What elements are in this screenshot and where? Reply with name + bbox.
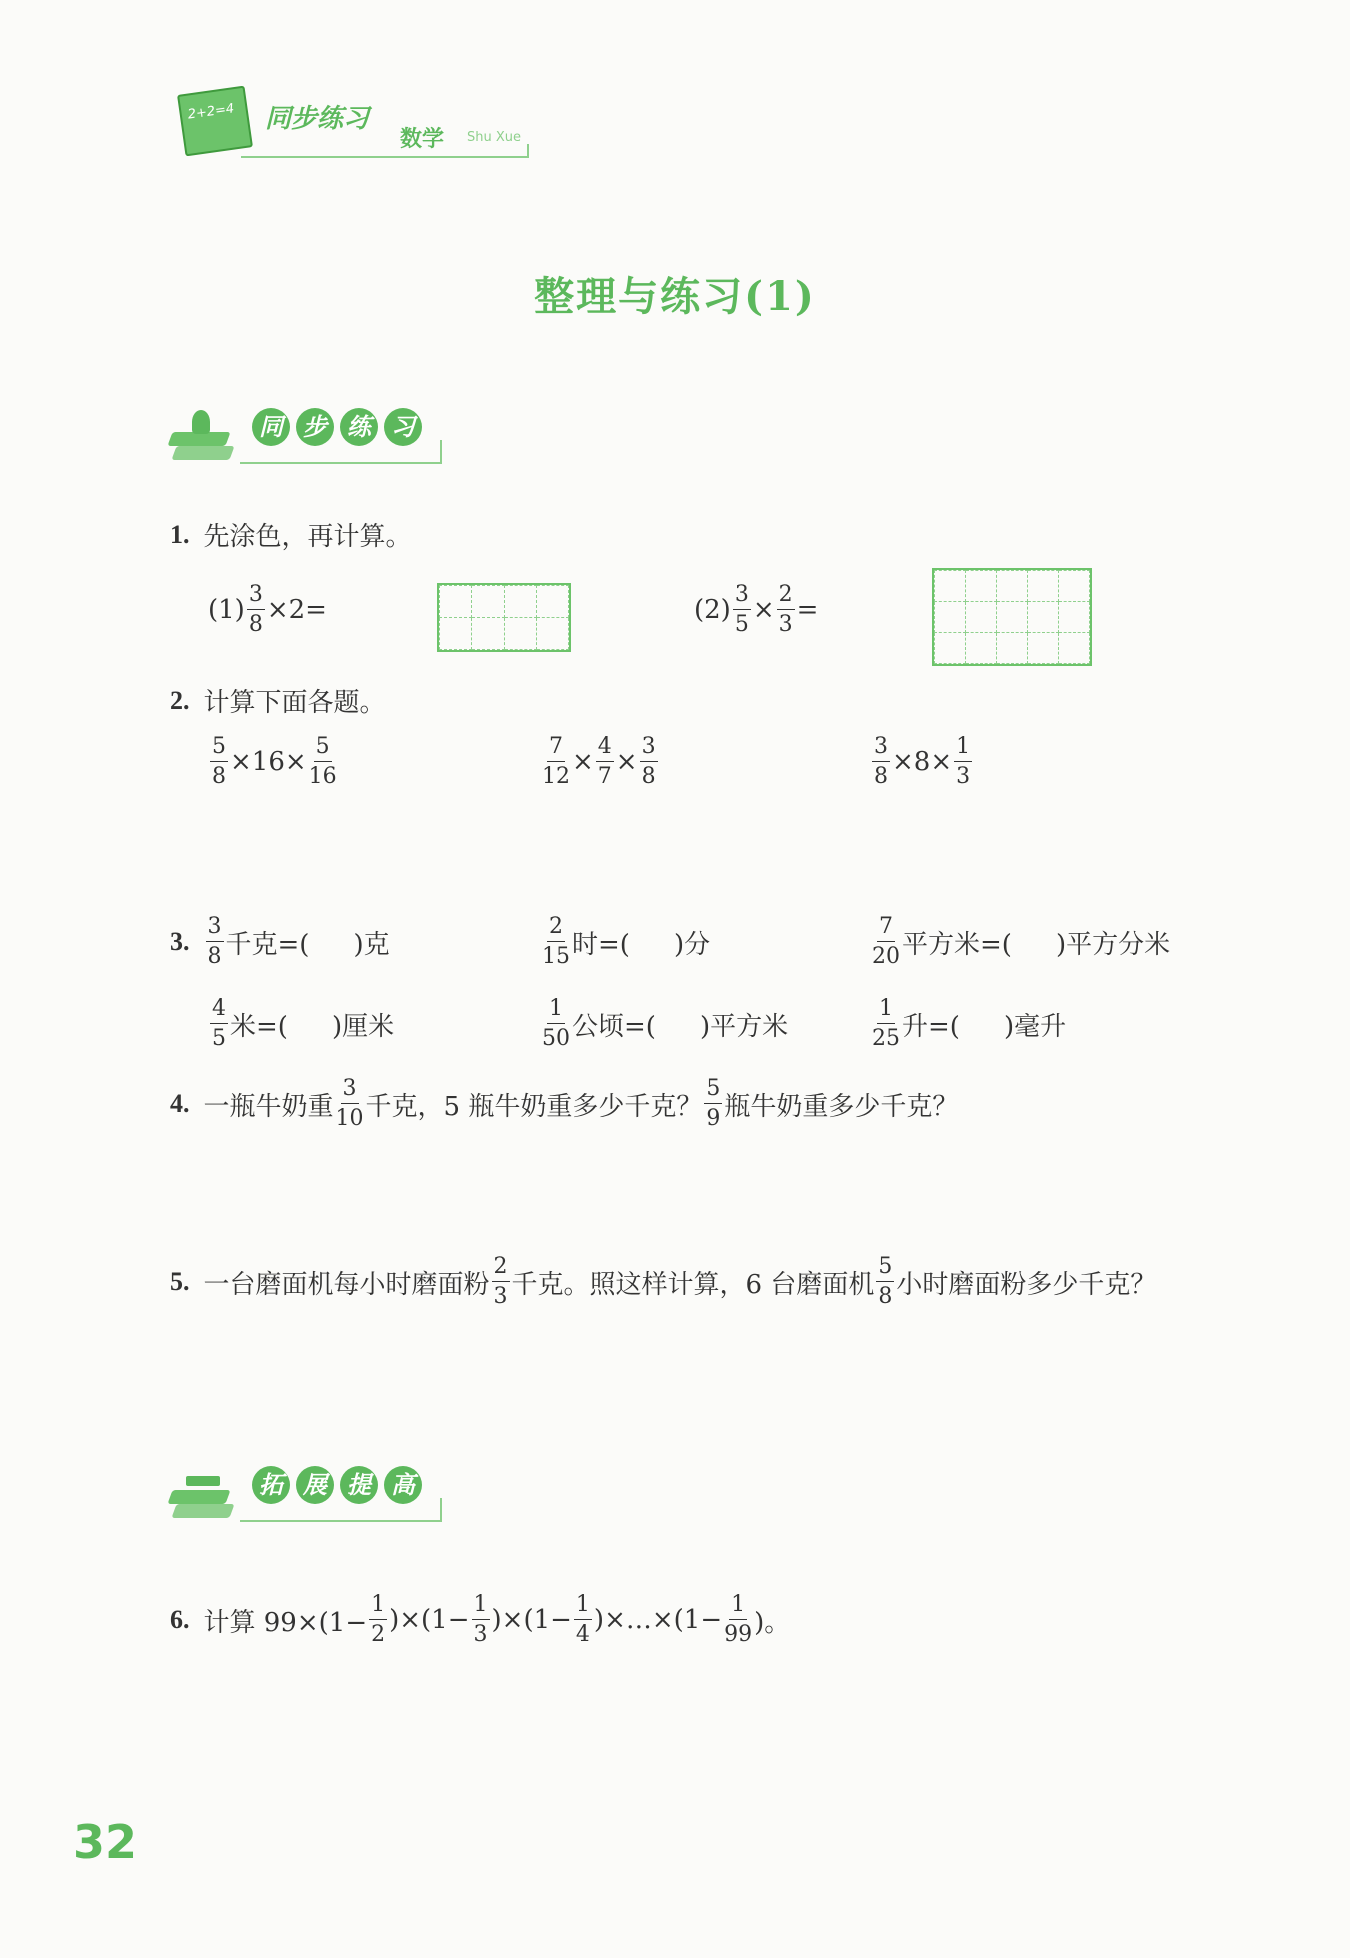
denominator: 8 xyxy=(207,944,222,969)
fraction xyxy=(309,736,337,788)
numerator: 3 xyxy=(341,1078,359,1104)
numerator: 5 xyxy=(314,736,332,762)
expression-text: )厘米 xyxy=(331,1011,395,1042)
fraction xyxy=(777,584,795,636)
denominator: 15 xyxy=(542,944,570,969)
expression-text: ×8× xyxy=(892,747,953,777)
question-number: 1. xyxy=(170,519,190,549)
fraction xyxy=(210,998,228,1050)
question-6 xyxy=(170,1594,790,1646)
denominator: 2 xyxy=(371,1622,386,1647)
fraction xyxy=(542,998,570,1050)
denominator: 3 xyxy=(778,612,793,637)
numerator: 3 xyxy=(733,584,751,610)
operator: × xyxy=(752,595,775,625)
fraction xyxy=(872,998,900,1050)
shading-grid-1[interactable] xyxy=(437,583,571,652)
question-number: 2. xyxy=(170,685,190,715)
section-char: 习 xyxy=(384,408,422,446)
fraction xyxy=(206,916,224,968)
q2-expression-a xyxy=(208,736,339,788)
expression-text: ×16× xyxy=(230,747,307,777)
numerator: 3 xyxy=(640,736,658,762)
expression-text: 一台磨面机每小时磨面粉 xyxy=(203,1269,490,1300)
fraction xyxy=(210,736,228,788)
expression-text: 平方米=( xyxy=(902,929,1012,960)
fraction xyxy=(872,736,890,788)
numerator: 1 xyxy=(369,1594,387,1620)
denominator: 8 xyxy=(248,612,263,637)
part-label: (1) xyxy=(208,595,245,625)
denominator: 5 xyxy=(212,1026,226,1051)
numerator: 2 xyxy=(492,1256,510,1282)
expression-text: 小时磨面粉多少千克？ xyxy=(896,1269,1157,1300)
page-number: 32 xyxy=(73,1815,138,1869)
q3-item-5 xyxy=(540,998,788,1050)
denominator: 25 xyxy=(872,1026,900,1051)
denominator: 3 xyxy=(493,1284,508,1309)
fraction xyxy=(876,1256,894,1308)
question-1 xyxy=(170,516,412,553)
section-header-extension xyxy=(170,1458,470,1530)
operator: = xyxy=(796,595,819,625)
subject-label: 数学 xyxy=(400,127,445,152)
q3-item-2 xyxy=(540,916,710,968)
denominator: 3 xyxy=(473,1622,488,1647)
expression-text: )平方米 xyxy=(699,1011,789,1042)
q1-part2 xyxy=(694,584,818,636)
expression-text: 千克=( xyxy=(225,929,310,960)
fraction xyxy=(336,1078,364,1130)
part-label: (2) xyxy=(694,595,731,625)
section-char: 展 xyxy=(296,1466,334,1504)
question-2 xyxy=(170,682,386,719)
expression-text: )克 xyxy=(353,929,390,960)
fraction xyxy=(542,736,570,788)
numerator: 5 xyxy=(210,736,228,762)
expression-text: )。 xyxy=(754,1607,791,1638)
q2-expression-c xyxy=(870,736,974,788)
question-text: 计算下面各题。 xyxy=(203,688,386,718)
expression-text: )×(1− xyxy=(389,1605,470,1635)
expression-text: 千克。照这样计算，6 台磨面机 xyxy=(511,1269,875,1300)
denominator: 16 xyxy=(308,764,337,789)
expression-text: × xyxy=(615,747,638,777)
numerator: 3 xyxy=(206,916,224,942)
numerator: 5 xyxy=(704,1078,722,1104)
expression-text: 公顷=( xyxy=(572,1011,656,1042)
fraction xyxy=(872,916,900,968)
numerator: 2 xyxy=(547,916,565,942)
fraction xyxy=(596,736,614,788)
fraction xyxy=(247,584,265,636)
fraction xyxy=(542,916,570,968)
denominator: 8 xyxy=(641,764,656,789)
question-4 xyxy=(170,1078,958,1130)
numerator: 1 xyxy=(954,736,972,762)
question-number: 4. xyxy=(170,1089,190,1118)
numerator: 1 xyxy=(729,1594,747,1620)
fraction xyxy=(369,1594,387,1646)
fraction xyxy=(724,1594,752,1646)
q1-part1 xyxy=(208,584,327,636)
fraction xyxy=(574,1594,592,1646)
denominator: 8 xyxy=(212,764,226,789)
numerator: 1 xyxy=(472,1594,490,1620)
numerator: 5 xyxy=(876,1256,894,1282)
fraction xyxy=(704,1078,722,1130)
expression-text: × xyxy=(572,747,594,777)
numerator: 7 xyxy=(877,916,895,942)
q3-item-4 xyxy=(208,998,394,1050)
fraction xyxy=(733,584,751,636)
expression-text: )毫升 xyxy=(1003,1011,1067,1042)
fraction xyxy=(640,736,658,788)
numerator: 2 xyxy=(777,584,795,610)
section-char: 步 xyxy=(296,408,334,446)
books-icon xyxy=(170,410,234,462)
expression-text: 一瓶牛奶重 xyxy=(203,1091,334,1122)
fraction xyxy=(954,736,972,788)
numerator: 1 xyxy=(877,998,895,1024)
question-text: 先涂色，再计算。 xyxy=(203,522,412,552)
denominator: 99 xyxy=(724,1622,753,1647)
numerator: 4 xyxy=(210,998,228,1024)
section-char: 练 xyxy=(340,408,378,446)
subject-pinyin: Shu Xue xyxy=(467,130,522,145)
expression-rest: ×2= xyxy=(266,595,327,625)
expression-text: )×…×(1− xyxy=(593,1605,723,1635)
expression-text: 千克，5 瓶牛奶重多少千克？ xyxy=(365,1091,703,1122)
denominator: 5 xyxy=(734,612,749,637)
expression-text: 米=( xyxy=(230,1011,288,1042)
q3-item-1 xyxy=(170,916,390,968)
series-title: 同步练习 xyxy=(265,104,370,134)
header-logo xyxy=(175,78,535,168)
header-underline xyxy=(241,144,529,158)
graduation-cap-books-icon xyxy=(170,1468,234,1520)
denominator: 9 xyxy=(706,1106,721,1131)
section-char: 拓 xyxy=(252,1466,290,1504)
denominator: 20 xyxy=(872,944,900,969)
section-char: 高 xyxy=(384,1466,422,1504)
expression-text: 瓶牛奶重多少千克？ xyxy=(724,1091,959,1122)
denominator: 4 xyxy=(575,1622,590,1647)
denominator: 7 xyxy=(597,764,612,789)
question-5 xyxy=(170,1256,1156,1308)
q3-item-6 xyxy=(870,998,1066,1050)
numerator: 3 xyxy=(872,736,890,762)
section-header-sync xyxy=(170,400,470,472)
board-text: 2+2=4 xyxy=(186,101,236,123)
denominator: 8 xyxy=(878,1284,893,1309)
question-number: 6. xyxy=(170,1605,190,1634)
denominator: 3 xyxy=(956,764,971,789)
expression-text: 升=( xyxy=(902,1011,960,1042)
question-number: 3. xyxy=(170,927,190,956)
numerator: 3 xyxy=(247,584,265,610)
expression-text: )×(1− xyxy=(491,1605,572,1635)
shading-grid-2[interactable] xyxy=(932,568,1092,666)
question-number: 5. xyxy=(170,1267,190,1296)
fraction xyxy=(492,1256,510,1308)
expression-text: )分 xyxy=(673,929,711,960)
q2-expression-b xyxy=(540,736,660,788)
page-title: 整理与练习(1) xyxy=(534,273,816,320)
expression-text: 时=( xyxy=(572,929,630,960)
expression-text: 计算 99×(1− xyxy=(203,1607,368,1638)
q3-item-3 xyxy=(870,916,1170,968)
denominator: 12 xyxy=(542,764,570,789)
denominator: 10 xyxy=(335,1106,364,1131)
numerator: 4 xyxy=(596,736,614,762)
fraction xyxy=(472,1594,490,1646)
numerator: 7 xyxy=(547,736,565,762)
section-char: 提 xyxy=(340,1466,378,1504)
numerator: 1 xyxy=(574,1594,592,1620)
denominator: 50 xyxy=(542,1026,570,1051)
section-char: 同 xyxy=(252,408,290,446)
denominator: 8 xyxy=(874,764,888,789)
numerator: 1 xyxy=(547,998,565,1024)
expression-text: )平方分米 xyxy=(1055,929,1171,960)
